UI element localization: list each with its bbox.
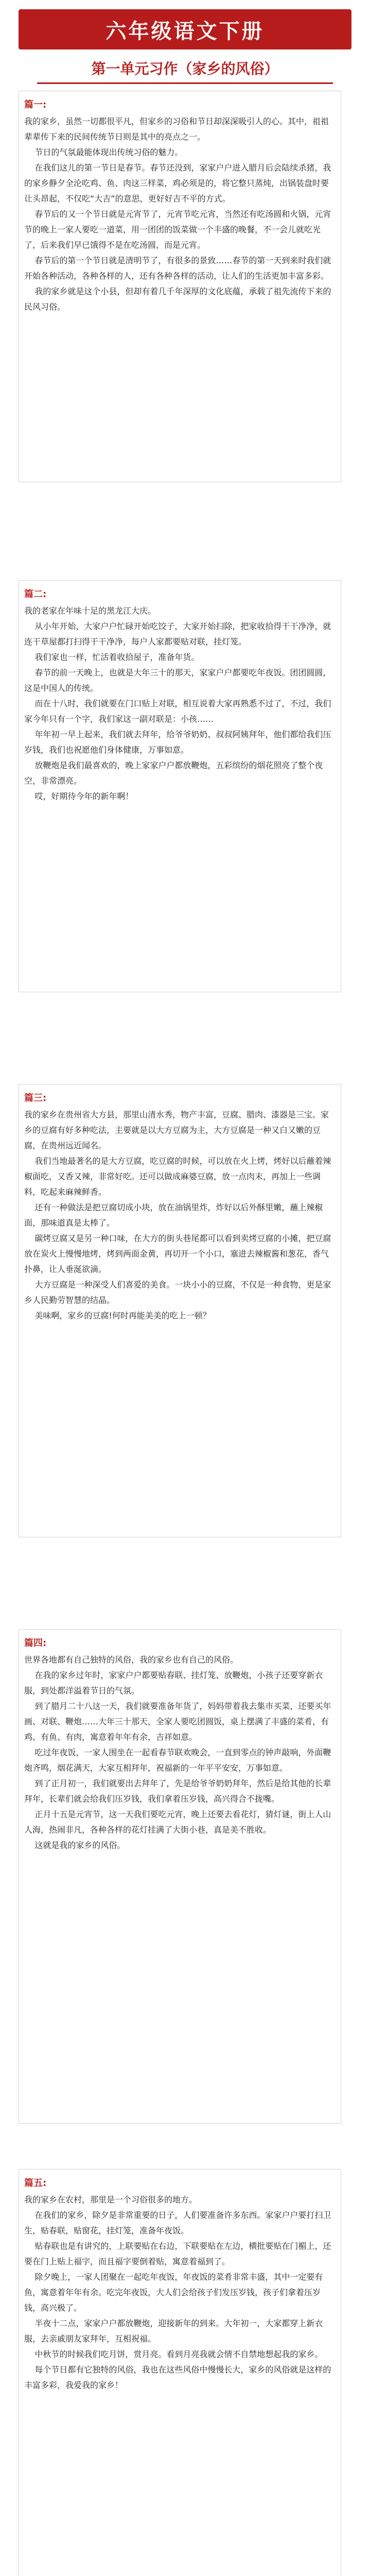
essay-section xyxy=(19,1629,341,2124)
page-subtitle: 第一单元习作（家乡的风俗） xyxy=(91,60,279,77)
essay-section xyxy=(19,2169,341,2576)
section-label: 篇二: xyxy=(24,589,47,600)
section-body: 我的家乡在贵州省大方县，那里山清水秀，物产丰富，豆腐、腊肉、漆器是三宝。家乡的豆腐有好多种吃法，主要就是以大方豆腐为主，大方豆腐是一种又白又嫩的豆腐，在贵州远近闻名。 我们当地最著名的是大方豆腐，吃豆腐的时候，可以放在火上烤，烤好以后蘸着辣椒面吃，又香又辣，非常好吃。还可以做成麻婆豆腐，放一点肉末，再加上一些调料，吃起来麻辣鲜香。 还有一种做法是把豆腐切成小块，放在油锅里炸，炸好以后外酥里嫩，蘸上辣椒面，那味道真是太棒了。 碳烤豆腐又是另一种口味，在大方的街头巷尾都可以看到卖烤豆腐的小摊，把豆腐放在炭火上慢慢地烤，烤到两面金黄，再切开一个小口，塞进去辣椒酱和葱花，香气扑鼻，让人垂涎欲滴。 大方豆腐是一种深受人们喜爱的美食。一块小小的豆腐，不仅是一种食物，更是家乡人民勤劳智慧的结晶。 美味啊，家乡的豆腐!何时再能美美的吃上一顿？ xyxy=(24,1110,331,1320)
section-label: 篇一: xyxy=(24,99,47,110)
section-body: 我的老家在年味十足的黑龙江大庆。 从小年开始，大家户户忙碌开始吃饺子，大家开始扫除，把家收拾得干干净净，就连干草屋都打扫得干干净净，每户人家都要贴对联，挂灯笼。 我们家也一样，忙活着收拾屋子，准备年货。 春节的前一天晚上，也就是大年三十的那天，家家户户都要吃年夜饭。团团圆圆，这是中国人的传统。 而在十八时，我们就要在门口贴上对联，相互说着大家再熟悉不过了，不过，我们家今年只有一个字，我们家这一副对联是：小孩…… 年年初一早上起来，我们就去拜年，给爷爷奶奶、叔叔阿姨拜年，他们都给我们压岁钱，我们也祝愿他们身体健康，万事如意。 放鞭炮是我们最喜欢的，晚上家家户户都放鞭炮，五彩缤纷的烟花照亮了整个夜空，非常漂亮。 哎，好期待今年的新年啊！ xyxy=(24,606,331,801)
section-label: 篇四: xyxy=(24,1638,47,1649)
page-title: 六年级语文下册 xyxy=(105,19,265,43)
section-body: 我的家乡在农村，那里是一个习俗很多的地方。 在我们的家乡，除夕是非常重要的日子，人们要准备许多东西。家家户户要打扫卫生，贴春联，贴窗花，挂灯笼，准备年夜饭。 贴春联也是有讲究的，上联要贴在右边，下联要贴在左边，横批要贴在门楣上，还要在门上贴上福字，而且福字要倒着贴，寓意着福到了。 除夕晚上，一家人团聚在一起吃年夜饭，年夜饭的菜肴非常丰盛，其中一定要有鱼，寓意着年年有余。吃完年夜饭，大人们会给孩子们发压岁钱，孩子们拿着压岁钱，高兴极了。 半夜十二点，家家户户都放鞭炮，迎接新年的到来。大年初一，大家都穿上新衣服，去亲戚朋友家拜年，互相祝福。 中秋节的时候我们吃月饼，赏月亮。看到月亮我就会情不自禁地想起我的家乡。 每个节日都有它独特的风俗，我也在这些风俗中慢慢长大，家乡的风俗就是这样的丰富多彩，我爱我的家乡！ xyxy=(24,2195,331,2390)
section-body: 我的家乡，虽然一切都很平凡，但家乡的习俗和节日却深深吸引人的心。其中，祖祖辈辈传下来的民间传统节日则是其中的亮点之一。 节日的气氛最能体现出传统习俗的魅力。 在我们这儿的第一节日是春节。春节还没到，家家户户进入腊月后会陆续杀猪，我的家乡静夕全沦吃鸡、鱼、肉这三样菜，鸡必须是的，将它整只蒸炖，出锅装盘时要让头昂起，不仅吃“大吉”的意思，更好好吉不平的方式。 春节后的又一个节日就是元宵节了，元宵节吃元宵，当然还有吃汤圆和火锅，元宵节的晚上一家人要吃一道菜，用一团团的饭菜做一个丰盛的晚餐，不一会儿就吃光了，后来我们早已饿得不是在吃汤圆，而是元宵。 春节后的第一个节日就是清明节了，有很多的景致……春节的第一天到来时我们就开始各种活动，各种各样的人，还有各种各样的活动，让人们的生活更加丰富多彩。 我的家乡就是这个小县，但却有着几千年深厚的文化底蕴，承载了祖先流传下来的民风习俗。 xyxy=(24,116,331,312)
essay-section xyxy=(19,580,341,992)
essay-section xyxy=(19,1084,341,1537)
header-banner xyxy=(19,9,351,49)
subtitle-divider xyxy=(37,82,333,84)
section-label: 篇三: xyxy=(24,1093,47,1104)
essay-section xyxy=(19,91,341,482)
section-body: 世界各地都有自己独特的风俗，我的家乡也有自己的风俗。 在我的家乡过年时，家家户户都要贴春联、挂灯笼、放鞭炮，小孩子还要穿新衣服，到处都洋溢着节日的气氛。 到了腊月二十八这一天，我们就要准备年货了，妈妈带着我去集市买菜，还要买年画、对联、鞭炮……大年三十那天，全家人要吃团圆饭，桌上摆满了丰盛的菜肴，有鸡、有鱼、有肉，寓意着年年有余，吉祥如意。 吃过年夜饭，一家人围坐在一起看春节联欢晚会，一直到零点的钟声敲响，外面鞭炮齐鸣，烟花满天，大家互相拜年，祝福新的一年平平安安，万事如意。 到了正月初一，我们就要出去拜年了，先是给爷爷奶奶拜年，然后是给其他的长辈拜年，长辈们就会给我们压岁钱，我们拿着压岁钱，高兴得合不拢嘴。 正月十五是元宵节，这一天我们要吃元宵，晚上还要去看花灯，猜灯谜，街上人山人海，热闹非凡，各种各样的花灯挂满了大街小巷，真是美不胜收。 这就是我的家乡的风俗。 xyxy=(24,1655,331,1850)
section-label: 篇五: xyxy=(24,2178,47,2189)
